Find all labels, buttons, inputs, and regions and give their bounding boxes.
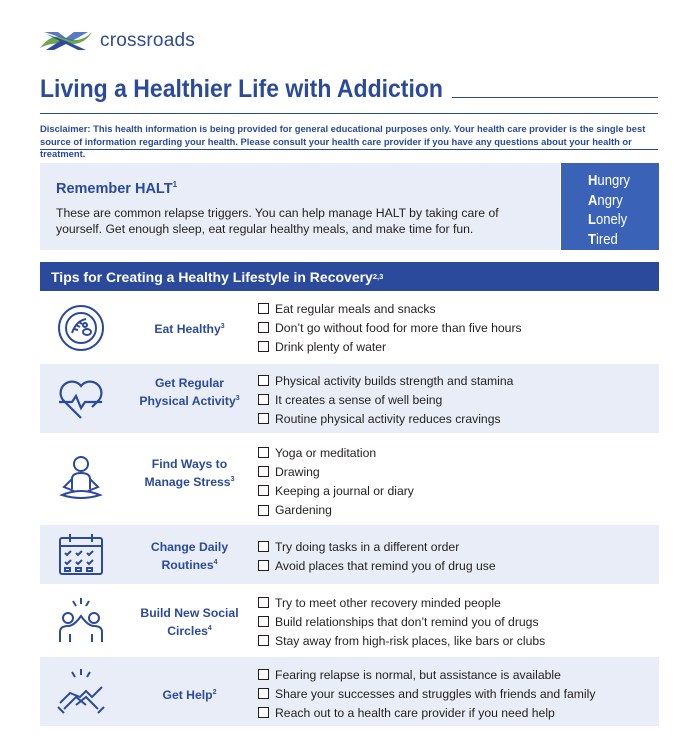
- checkbox[interactable]: [258, 303, 269, 314]
- checklist-item[interactable]: Drawing: [258, 462, 414, 481]
- halt-acronym: [561, 163, 659, 250]
- checkbox[interactable]: [258, 322, 269, 333]
- tip-label: Find Ways to Manage Stress$^3$: [144, 457, 235, 490]
- crossroads-logo: [38, 28, 195, 54]
- meditation-icon: [56, 453, 106, 503]
- checkbox[interactable]: [258, 447, 269, 458]
- title-underline: [452, 97, 658, 98]
- divider-bottom: [40, 149, 658, 150]
- tip-row-physical-activity: [40, 364, 659, 433]
- heart-pulse-icon: [56, 374, 106, 424]
- tips-header: Tips for Creating a Healthy Lifestyle in Recovery 2,3: [40, 262, 659, 291]
- checklist-item[interactable]: Keeping a journal or diary: [258, 481, 414, 500]
- tip-row-manage-stress: [40, 437, 659, 521]
- checkbox[interactable]: [258, 394, 269, 405]
- checkbox[interactable]: [258, 541, 269, 552]
- checkbox[interactable]: [258, 616, 269, 627]
- checkbox[interactable]: [258, 669, 269, 680]
- checkbox[interactable]: [258, 375, 269, 386]
- tip-label: Build New Social Circles$^4$: [140, 606, 239, 639]
- tip-row-eat-healthy: [40, 296, 659, 360]
- crossroads-logo-icon: [38, 28, 94, 54]
- tip-label: Eat Healthy$^3$: [154, 322, 225, 337]
- checkbox[interactable]: [258, 341, 269, 352]
- tip-items: [258, 443, 414, 520]
- checklist-item[interactable]: Fearing relapse is normal, but assistance is available: [258, 665, 595, 684]
- checklist-item[interactable]: Avoid places that remind you of drug use: [258, 556, 496, 575]
- page-title: Living a Healthier Life with Addiction: [40, 75, 443, 103]
- halt-title: Remember HALT$^1$: [56, 180, 178, 197]
- checklist-item[interactable]: Reach out to a health care provider if you need help: [258, 703, 595, 722]
- checkbox[interactable]: [258, 466, 269, 477]
- checkbox[interactable]: [258, 707, 269, 718]
- tip-items: [258, 593, 545, 651]
- checklist-item[interactable]: It creates a sense of well being: [258, 390, 513, 409]
- healthy-food-icon: [56, 303, 106, 353]
- tip-label: Get Help$^2$: [162, 688, 217, 703]
- checkbox[interactable]: [258, 413, 269, 424]
- checkbox[interactable]: [258, 560, 269, 571]
- checklist-item[interactable]: Routine physical activity reduces cravings: [258, 409, 513, 428]
- checklist-item[interactable]: Share your successes and struggles with friends and family: [258, 684, 595, 703]
- tip-items: [258, 371, 513, 429]
- halt-text: These are common relapse triggers. You can help manage HALT by taking care of yourself. Get enough sleep, eat regular healthy meals, and make time for fun.: [56, 206, 499, 236]
- checkbox[interactable]: [258, 635, 269, 646]
- checklist-item[interactable]: Stay away from high-risk places, like bars or clubs: [258, 631, 545, 650]
- tip-items: [258, 537, 496, 575]
- tip-items: [258, 299, 522, 357]
- checklist-item[interactable]: Eat regular meals and snacks: [258, 299, 522, 318]
- halt-box: [40, 163, 560, 250]
- checklist-item[interactable]: Try to meet other recovery minded people: [258, 593, 545, 612]
- checklist-item[interactable]: Physical activity builds strength and stamina: [258, 371, 513, 390]
- halt-word-lonely: Lonely: [588, 212, 628, 228]
- checkbox[interactable]: [258, 688, 269, 699]
- tip-items: [258, 665, 595, 723]
- checkbox[interactable]: [258, 597, 269, 608]
- halt-word-angry: Angry: [588, 192, 623, 209]
- checklist-item[interactable]: Gardening: [258, 501, 414, 520]
- checklist-item[interactable]: Don’t go without food for more than five hours: [258, 318, 522, 337]
- handshake-icon: [56, 667, 106, 717]
- halt-word-hungry: Hungry: [588, 173, 631, 189]
- tip-row-social-circles: [40, 588, 659, 653]
- calendar-icon: [56, 530, 106, 580]
- tip-row-daily-routines: [40, 525, 659, 584]
- checklist-item[interactable]: Try doing tasks in a different order: [258, 537, 496, 556]
- divider-top: [40, 113, 658, 114]
- checkbox[interactable]: [258, 505, 269, 516]
- halt-word-tired: Tired: [588, 231, 618, 248]
- tip-label: Get Regular Physical Activity$^3$: [139, 376, 240, 409]
- title-row: [40, 70, 658, 102]
- tip-row-get-help: [40, 657, 659, 726]
- tip-label: Change Daily Routines$^4$: [150, 540, 229, 573]
- checklist-item[interactable]: Yoga or meditation: [258, 443, 414, 462]
- disclaimer-text: Disclaimer: This health information is being provided for general educational purposes only. Your health care provider is the single best source of information regarding your health. Please consult your health care provider if you have any questions about your health or treatment.: [40, 123, 646, 159]
- checkbox[interactable]: [258, 485, 269, 496]
- checklist-item[interactable]: Drink plenty of water: [258, 337, 522, 356]
- brand-name: crossroads: [100, 30, 195, 51]
- social-circle-icon: [56, 596, 106, 646]
- checklist-item[interactable]: Build relationships that don’t remind you of drugs: [258, 612, 545, 631]
